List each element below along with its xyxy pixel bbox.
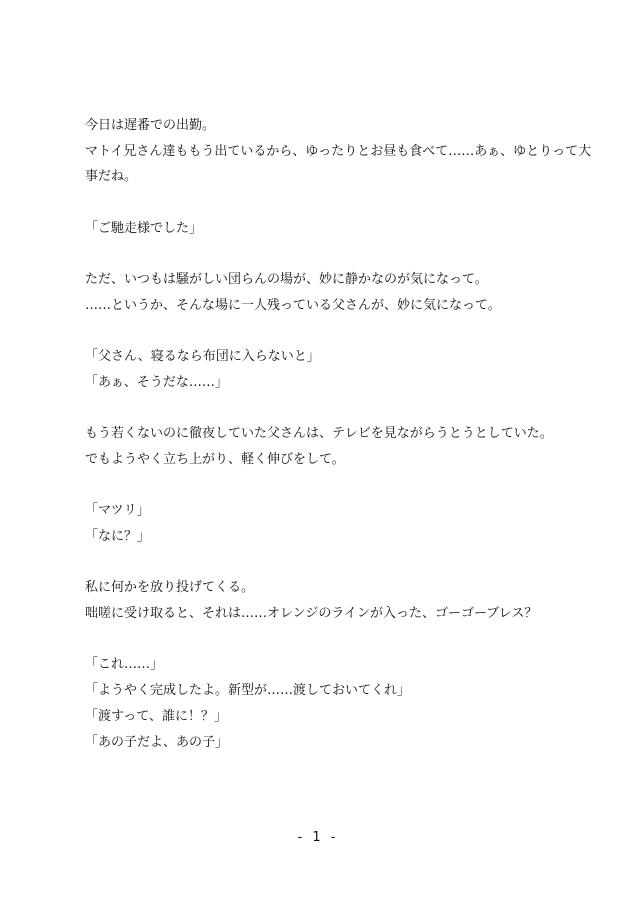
blank-line bbox=[85, 319, 555, 345]
text-line: ただ、いつもは騒がしい団らんの場が、妙に静かなのが気になって。 bbox=[85, 272, 488, 288]
dialogue-line: 「父さん、寝るなら布団に入らないと」 bbox=[85, 349, 320, 365]
text-line: ……というか、そんな場に一人残っている父さんが、妙に気になって。 bbox=[85, 297, 501, 313]
text-line: 事だね。 bbox=[85, 169, 138, 185]
blank-line bbox=[85, 627, 555, 653]
dialogue-line: 「なに？」 bbox=[85, 529, 151, 544]
text-line: マトイ兄さん達ももう出ているから、ゆったりとお昼も食べて……あぁ、ゆとりって大 bbox=[85, 143, 592, 159]
dialogue-line: 「これ……」 bbox=[85, 657, 164, 673]
dialogue-line: 「ようやく完成したよ。新型が……渡しておいてくれ」 bbox=[85, 683, 411, 699]
blank-line bbox=[85, 190, 555, 216]
text-line: でもようやく立ち上がり、軽く伸びをして。 bbox=[85, 451, 345, 467]
blank-line bbox=[85, 550, 555, 576]
text-line: 咄嗟に受け取ると、それは……オレンジのラインが入った、ゴーゴーブレス？ bbox=[85, 606, 538, 622]
blank-line bbox=[85, 396, 555, 422]
blank-line bbox=[85, 473, 555, 499]
text-line: 今日は遅番での出勤。 bbox=[85, 118, 216, 133]
blank-line bbox=[85, 241, 555, 267]
dialogue-line: 「あの子だよ、あの子」 bbox=[85, 734, 229, 750]
body-text bbox=[85, 113, 592, 755]
text-line: 私に何かを放り投げてくる。 bbox=[85, 580, 255, 596]
page-number: - 1 - bbox=[297, 830, 339, 845]
dialogue-line: 「渡すって、誰に！？」 bbox=[85, 708, 227, 724]
text-line: もう若くないのに徹夜していた父さんは、テレビを見ながらうとうとしていた。 bbox=[85, 426, 553, 442]
dialogue-line: 「あぁ、そうだな……」 bbox=[85, 374, 228, 390]
dialogue-line: 「ご馳走様でした」 bbox=[85, 220, 203, 236]
dialogue-line: 「マツリ」 bbox=[85, 503, 150, 519]
